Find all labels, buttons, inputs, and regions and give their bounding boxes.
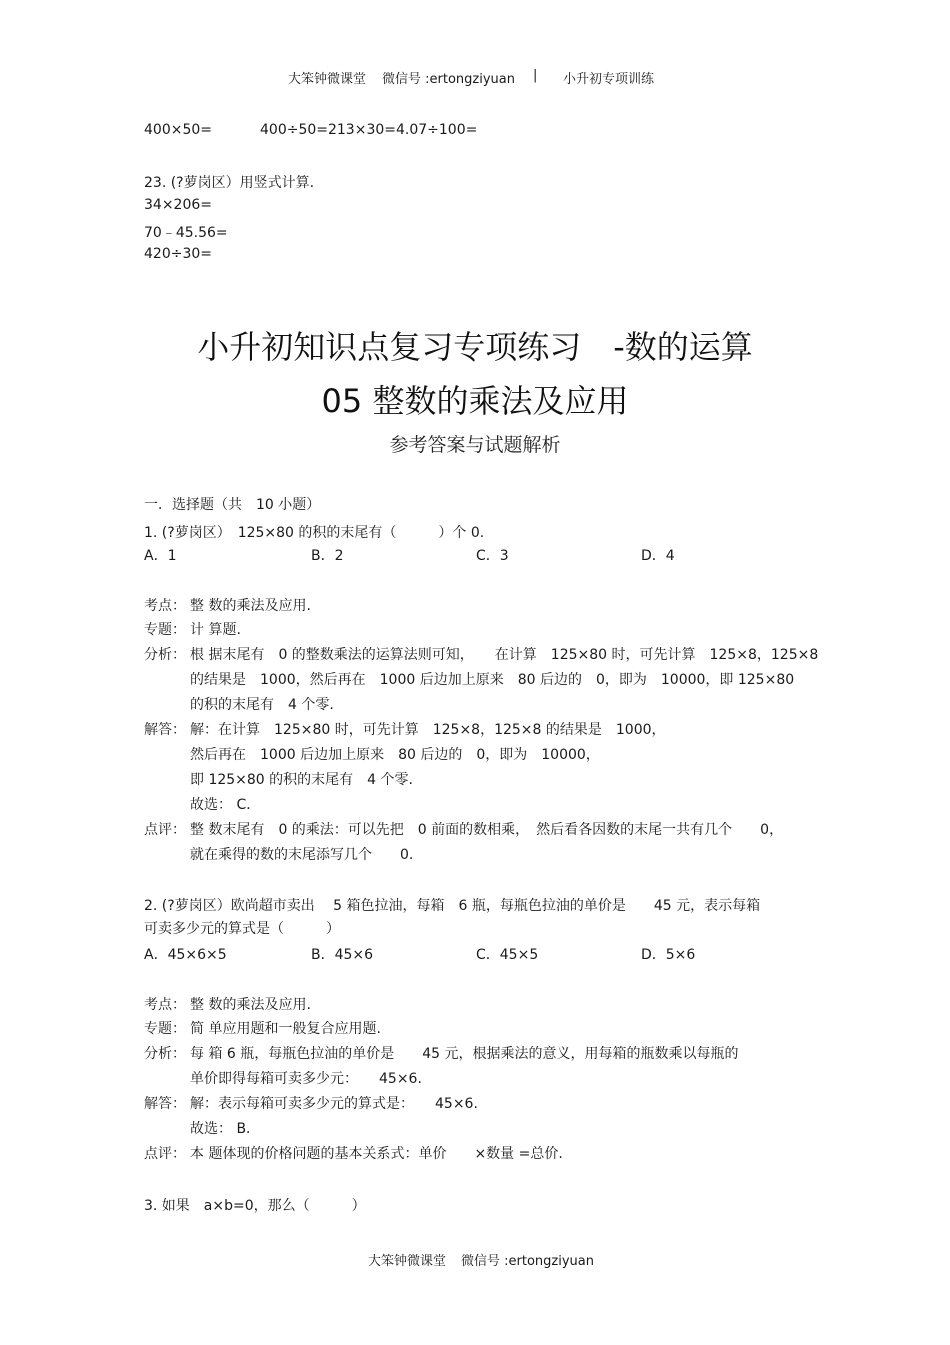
fenxi-text: 单价即得每箱可卖多少元： 45×6. [190, 1071, 422, 1087]
jieda-label: 解答： [144, 1096, 186, 1112]
question-23-title: 23. (?萝岗区）用竖式计算. [144, 175, 315, 191]
header-brand: 大笨钟微课堂 [288, 72, 367, 87]
kaodian-text: 整 数的乘法及应用. [190, 997, 311, 1013]
fenxi-text: 根 据末尾有 0 的整数乘法的运算法则可知， 在计算 125×80 时，可先计算 125×8，125×8 [190, 647, 819, 663]
jieda-text: 然后再在 1000 后边加上原来 80 后边的 0，即为 10000， [190, 747, 600, 763]
zhuanti-label: 专题： [144, 622, 186, 638]
section-heading: 一．选择题（共 10 小题） [144, 497, 321, 513]
calc-line-a: 400×50= [144, 122, 212, 138]
option-b: B．45×6 [311, 947, 374, 963]
jieda-text: 解：表示每箱可卖多少元的算式是： 45×6. [190, 1096, 478, 1112]
answer-choice: 故选： B． [190, 1121, 261, 1137]
jieda-text: 解：在计算 125×80 时，可先计算 125×8，125×8 的结果是 1000， [190, 722, 666, 738]
option-d: D．4 [641, 548, 675, 564]
jieda-label: 解答： [144, 722, 186, 738]
option-c: C．45×5 [476, 947, 539, 963]
page-title-line-2: 05 整数的乘法及应用 [321, 382, 629, 420]
fenxi-text: 的结果是 1000，然后再在 1000 后边加上原来 80 后边的 0，即为 10000，即 125×80 [190, 672, 795, 688]
dianping-label: 点评： [144, 1146, 186, 1162]
question-23-item: 34×206= [144, 197, 212, 213]
question-23-item: 420÷30= [144, 246, 212, 262]
dianping-text: 就在乘得的数的末尾添写几个 0. [190, 847, 414, 863]
dianping-text: 整 数末尾有 0 的乘法：可以先把 0 前面的数相乘， 然后看各因数的末尾一共有几个 0， [190, 822, 784, 838]
jieda-text: 即 125×80 的积的末尾有 4 个零. [190, 772, 413, 788]
kaodian-label: 考点： [144, 997, 186, 1013]
option-c: C．3 [476, 548, 509, 564]
header-separator: | [533, 68, 538, 83]
option-d: D．5×6 [641, 947, 696, 963]
question-23-item: 70﹣45.56= [144, 225, 228, 241]
dianping-text: 本 题体现的价格问题的基本关系式：单价 ×数量 =总价. [190, 1146, 563, 1162]
zhuanti-label: 专题： [144, 1021, 186, 1037]
fenxi-text: 每 箱 6 瓶，每瓶色拉油的单价是 45 元，根据乘法的意义，用每箱的瓶数乘以每瓶的 [190, 1046, 739, 1062]
page-title: 小升初知识点复习专项练习 -数的运算 [197, 328, 753, 366]
kaodian-text: 整 数的乘法及应用. [190, 598, 311, 614]
footer-brand: 大笨钟微课堂 [368, 1254, 447, 1269]
kaodian-label: 考点： [144, 598, 186, 614]
dianping-label: 点评： [144, 822, 186, 838]
option-b: B．2 [311, 548, 344, 564]
page-subtitle: 参考答案与试题解析 [389, 434, 561, 456]
answer-choice: 故选： C． [190, 797, 261, 813]
fenxi-label: 分析： [144, 1046, 186, 1062]
question-stem: 可卖多少元的算式是（ ） [144, 921, 340, 937]
question-stem: 2. (?萝岗区）欧尚超市卖出 5 箱色拉油，每箱 6 瓶，每瓶色拉油的单价是 45 元，表示每箱 [144, 898, 761, 914]
option-a: A．1 [144, 548, 177, 564]
fenxi-label: 分析： [144, 647, 186, 663]
question-3-stem: 3. 如果 a×b=0，那么（ ） [144, 1198, 366, 1214]
zhuanti-text: 计 算题. [190, 622, 241, 638]
header-wechat: 微信号 :ertongziyuan [382, 72, 515, 87]
footer-wechat: 微信号 :ertongziyuan [461, 1254, 594, 1269]
fenxi-text: 的积的末尾有 4 个零. [190, 697, 334, 713]
header-topic: 小升初专项训练 [563, 72, 655, 87]
question-stem: 1. (?萝岗区） 125×80 的积的末尾有（ ）个 0. [144, 525, 485, 541]
calc-line-b: 400÷50=213×30=4.07÷100= [260, 122, 478, 138]
option-a: A．45×6×5 [144, 947, 227, 963]
zhuanti-text: 简 单应用题和一般复合应用题. [190, 1021, 381, 1037]
